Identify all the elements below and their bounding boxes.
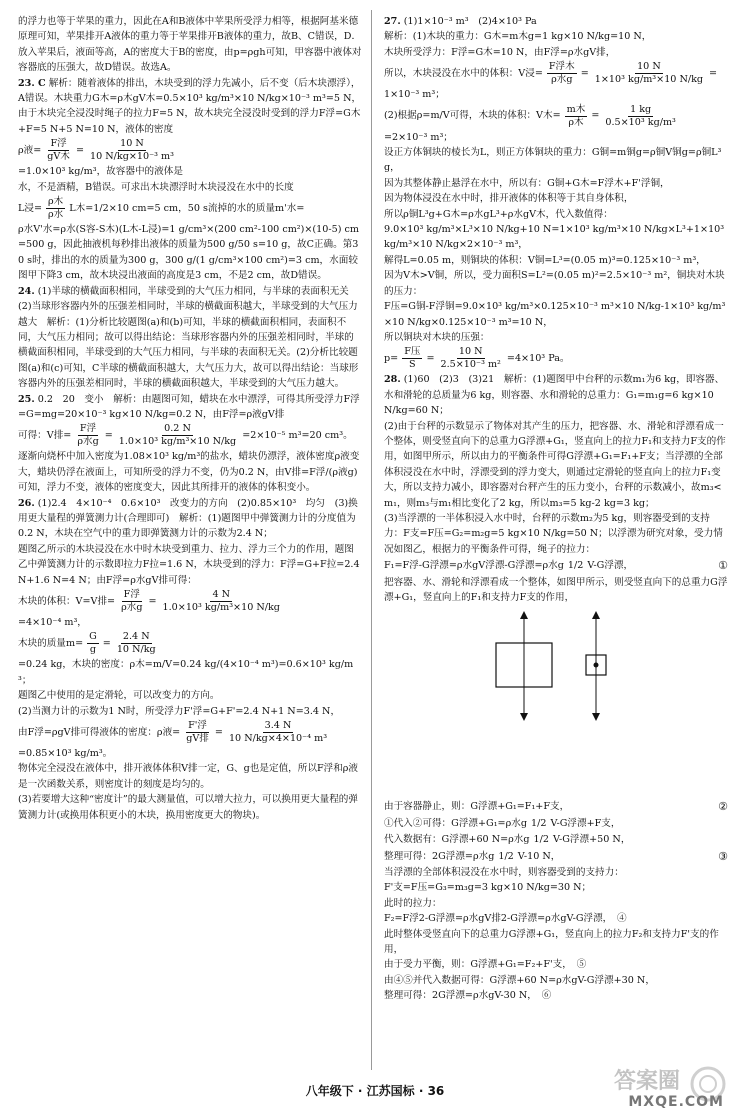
page-footer: 八年级下 · 江苏国标 · 36 (305, 1084, 445, 1098)
frac-num: ρ木 (48, 196, 64, 208)
q26-equation-2 (18, 631, 362, 656)
q26-equation-3 (18, 720, 362, 745)
fraction (87, 631, 99, 656)
eq-rhs: V-10 N， (517, 850, 561, 862)
frac-den: ρ水g (121, 602, 143, 613)
q25-label: 25. (18, 393, 35, 405)
eq-mid: = (148, 595, 157, 607)
q28-equation-3 (384, 816, 728, 831)
frac-num: 10 N (637, 61, 661, 73)
eq-lhs: 整理可得：2G浮漂=ρ水g (384, 850, 495, 862)
q23-equation-2 (18, 196, 362, 221)
q26-text-c1: =0.85×10³ kg/m³。 (18, 748, 113, 760)
q26-text-b1: 题图乙中使用的是定滑轮，可以改变力的方向。 (18, 690, 220, 702)
q23-text-b: 水，不是酒精，B错误。可求出木块漂浮时木块浸没在水中的长度 (18, 181, 294, 193)
eq-lhs: ①代入②可得：G浮漂+G₁=ρ水g (384, 817, 527, 829)
q24-label: 24. (18, 285, 35, 297)
fraction (439, 346, 503, 371)
frac-num: 10 N (458, 346, 483, 358)
fraction (565, 104, 588, 129)
fraction (75, 423, 100, 448)
q25-equation (18, 423, 362, 448)
eq-mid: = (426, 353, 435, 365)
q23-label: 23. C (18, 77, 46, 89)
q27-text-c8: F压=G铜-F浮铜=9.0×10³ kg/m³×0.125×10⁻³ m³×10 N/kg-1×10³ kg/m³×10 N/kg×0.125×10⁻³ m³=10 N， (384, 301, 726, 328)
q26-equation-1 (18, 589, 362, 614)
frac-num: 2.4 N (122, 631, 150, 643)
eq-lhs: 由F浮=ρgV排可得液体的密度：ρ液= (18, 726, 181, 738)
q26-text-2: 题图乙所示的木块浸没在水中时木块受到重力、拉力、浮力三个力的作用，题图乙中弹簧测力计的示数即拉力F拉=1.6 N，木块受到的浮力：F浮=G+F拉=2.4 N+1.6 N=4 N；由F浮=ρ水gV排可得： (18, 543, 363, 586)
q28-text-3: (3)当浮漂的一半体积浸入水中时，台秤的示数m₂为5 kg，则容器受到的支持力：F支=F压=G₂=m₂g=5 kg×10 N/kg=50 N；以浮漂为研究对象，受力情况如图乙，根据力的平衡条件可得，绳子的拉力： (384, 512, 723, 555)
fraction (402, 346, 422, 371)
fraction (593, 61, 705, 86)
eq-frac: 1/2 (498, 850, 514, 862)
frac-den: 10 N/kg×10⁻³ m³ (90, 151, 174, 163)
frac-den: ρ木 (568, 116, 584, 128)
frac-den: ρ水 (48, 209, 64, 221)
q28-equation-1 (384, 558, 728, 573)
q26-eq2-tail: =0.24 kg，木块的密度：ρ木=m/V=0.24 kg/(4×10⁻⁴ m³)=0.6×10³ kg/m³； (18, 659, 354, 686)
right-column (384, 14, 728, 1004)
frac-num: F浮 (50, 138, 67, 150)
frac-num: 10 N (120, 138, 144, 150)
q27-text-c6: 解得L=0.05 m，则铜块的体积：V铜=L³=(0.05 m)³=0.125×10⁻³ m³， (384, 254, 706, 266)
q27-text-b: 1×10⁻³ m³； (384, 89, 445, 101)
fraction (46, 196, 65, 221)
q27-text-c4: 所以ρ铜L³g+G木=ρ水gL³+ρ水gV木，代入数值得： (384, 208, 613, 220)
q28-block (384, 372, 728, 418)
q26-eq1-tail: =4×10⁻⁴ m³， (18, 617, 87, 628)
left-column (18, 14, 362, 823)
watermark-text: MXQE.COM (628, 1094, 724, 1110)
q26-text-c2: 物体完全浸没在液体中，排开液体体积V排一定，G、g也是定值，所以F浮和ρ液是一次函数关系，则密度计的刻度是均匀的。 (18, 763, 359, 790)
frac-den: ρ水g (77, 436, 99, 448)
q25-block (18, 392, 362, 423)
frac-num: 4 N (212, 589, 231, 600)
q26-text-b2: (2)当测力计的示数为1 N时，所受浮力F'浮=G+F'=2.4 N+1 N=3.4 N， (18, 705, 341, 717)
frac-num: 0.2 N (164, 423, 191, 435)
q27-label: 27. (384, 16, 401, 27)
eq-lhs: (2)根据ρ=m/V可得，木块的体积：V木= (384, 110, 561, 122)
eq-frac: 1/2 (533, 834, 549, 846)
q28-text: (1)60 (2)3 (3)21 解析：(1)题图甲中台秤的示数m₁为6 kg，即容器、水和滑轮的总质量为6 kg，则容器、水和滑轮的总重力：G₁=m₁g=6 kg×10 N/kg=60 N； (384, 374, 725, 417)
eq-frac: 1/2 (530, 817, 547, 829)
q26-block (18, 496, 362, 542)
frac-den: 10 N/kg (116, 644, 156, 656)
eq-frac: 1/2 (567, 560, 584, 572)
fraction (45, 138, 72, 163)
q28-text-d4: F₂=F浮2-G浮漂=ρ水gV排2-G浮漂=ρ水gV-G浮漂， ④ (384, 913, 627, 925)
eq-lhs: 所以，木块浸没在水中的体积：V浸= (384, 68, 543, 80)
eq-mid: = (104, 430, 113, 442)
eq-mid: = (580, 68, 589, 80)
q28-text-2: (2)由于台秤的示数显示了物体对其产生的压力，把容器、水、滑轮和浮漂看成一个整体，则受竖直向下的总重力G浮漂+G₁，竖直向上的拉力F₁和支持力F支的作用，如图甲所示，所以由力的平衡条件可得G浮漂+G₁=F₁+F支；当浮漂的全部体积浸没在水中时，浮漂受到的浮力变大，则通过定滑轮的竖直向上的拉力F₁变大，所以支持力减小，即容器对台秤产生的压力变小，台秤的示数减小，故m₃<m₁，则m₃与m₁相比变化了2 kg，所以m₃=5 kg-2 kg=3 kg； (384, 420, 726, 509)
q28-text-d7: 由④⑤并代入数据可得：G浮漂+60 N=ρ水gV-G浮漂+30 N， (384, 974, 655, 986)
q27-text-3: 木块所受浮力：F浮=G木=10 N，由F浮=ρ水gV排， (384, 46, 616, 58)
fraction (115, 631, 158, 656)
eq-mid: = (214, 726, 223, 738)
frac-den: gV排 (186, 733, 209, 745)
q27-text-c3: 因为物体浸没在水中时，排开液体的体积等于其自身体积， (384, 193, 634, 205)
eq-rhs: =4×10³ Pa。 (506, 353, 570, 365)
eq-lhs: 可得：V排= (18, 430, 72, 442)
frac-num: 1 kg (630, 103, 652, 115)
q28-equation-4 (384, 832, 728, 847)
q27-text-2: 解析：(1)木块的重力：G木=m木g=1 kg×10 N/kg=10 N， (384, 31, 652, 43)
frac-den: 2.5×10⁻³ m² (440, 359, 501, 371)
frac-den: 0.5×10³ kg/m³ (605, 116, 676, 128)
fraction (161, 589, 282, 614)
q27-equation-2 (384, 104, 728, 129)
q24-text: (1)半球的横截面积相同，半球受到的大气压力相同，与半球的表面积无关 (2)当球形容器内外的压强差相同时，半球的横截面积越大，半球受到的大气压力越大 解析：(1)分析比较题图(a)和(b)可知，半球的横截面积相同，表面积不同，大气压力相同；故可以得出结论：当球形容器内外的压强差相同时，半球的横截面积相同，半球受到的大气压力相同，与半球的表面积无关。(2)分析比较题图(a)和(c)可知，C半球的横截面积越大，大气压力大，故可以得出结论：当球形容器内外的压强差相同时，半球的横截面积越大，半球受到的大气压力越大。 (18, 285, 359, 390)
q28-text-d5: 此时整体受竖直向下的总重力G浮漂+G₁，竖直向上的拉力F₂和支持力F'支的作用， (384, 928, 719, 956)
equation-number: ③ (718, 849, 728, 863)
q27-text: (1)1×10⁻³ m³ (2)4×10³ Pa (403, 16, 537, 27)
q25-text: 0.2 20 变小 解析：由题图可知，蜡块在水中漂浮，可得其所受浮力F浮=G=mg=20×10⁻³ kg×10 N/kg=0.2 N，由F浮=ρ液gV排 (18, 393, 360, 420)
frac-den: 1.0×10³ kg/m³×10 N/kg (162, 602, 280, 613)
force-diagram (384, 607, 728, 797)
fraction (117, 423, 238, 448)
equation-number: ① (718, 559, 728, 573)
q28-text-c: 由于容器静止，则：G浮漂+G₁=F₁+F支， (384, 801, 570, 813)
frac-num: F压 (404, 346, 421, 358)
eq-lhs: F₁=F浮-G浮漂=ρ水gV浮漂-G浮漂=ρ水g (384, 560, 564, 572)
q25-text-b: 逐渐向烧杯中加入密度为1.08×10³ kg/m³的盐水，蜡块仍漂浮，液体密度ρ液变大，蜡块仍浮在液面上，可知所受的浮力不变，仍为0.2 N，由V排=F浮/(ρ液g)可知，浮力不变，液体的密度变大，因此其所排开的液体的体积变小。 (18, 451, 360, 494)
q27-text-c9: 所以铜块对木块的压强： (384, 331, 490, 343)
column-divider (371, 10, 372, 1070)
q27-equation-3 (384, 346, 728, 371)
equation-number: ② (718, 800, 728, 814)
q27-text-c1: 设正方体铜块的棱长为L，则正方体铜块的重力：G铜=m铜g=ρ铜V铜g=ρ铜L³g， (384, 147, 722, 174)
q23-eq1-tail: =1.0×10³ kg/m³，故容器中的液体是 (18, 166, 183, 178)
force-diagram-svg (384, 607, 728, 797)
q24-block (18, 284, 362, 392)
q28-text-d2: F'支=F压=G₃=m₃g=3 kg×10 N/kg=30 N； (384, 882, 592, 894)
eq-lhs: 木块的质量m= (18, 638, 84, 650)
q23-block (18, 76, 362, 138)
frac-num: m木 (566, 103, 586, 115)
q28-text-d1: 当浮漂的全部体积浸没在水中时，则容器受到的支持力： (384, 867, 624, 879)
q26-label: 26. (18, 497, 35, 509)
fraction (88, 138, 176, 163)
q26-text: (1)2.4 4×10⁻⁴ 0.6×10³ 改变力的方向 (2)0.85×10³ 均匀 (3)换用更大量程的弹簧测力计(合理即可) 解析：(1)题图甲中弹簧测力计的分度值为0.2 N，木块在空气中的重力即弹簧测力计的示数为2.4 N； (18, 497, 358, 540)
frac-num: F浮 (79, 423, 97, 435)
frac-num: F'浮 (188, 720, 207, 732)
fraction (547, 61, 577, 86)
q28-text-d6: 由于受力平衡，则：G浮漂+G₁=F₂+F'支， ⑤ (384, 959, 587, 971)
q27-text-c5: 9.0×10³ kg/m³×L³×10 N/kg+10 N=1×10³ kg/m³×10 N/kg×L³+1×10³ kg/m³×10 N/kg×2×10⁻³ m³， (384, 224, 728, 251)
q23-equation-1 (18, 138, 362, 163)
frac-den: 1×10³ kg/m³×10 N/kg (594, 74, 704, 86)
q27-eq2-tail: =2×10⁻³ m³； (384, 131, 453, 143)
q23-text-c: ρ水V'水=ρ水(S容-S木)(L木-L浸)=1 g/cm³×(200 cm²-100 cm²)×(10-5) cm=500 g，因此抽液机每秒排出液体的质量为500 g/50 s=10 g，故C正确。第30 s时，排出的水的质量为300 g，300 g/(1 g/cm³×100 cm²)=3 cm，水面较图甲下降3 cm，故木块浸出液面的高度是3 cm，不是2 cm，故D错误。 (18, 224, 359, 282)
fraction (603, 104, 678, 129)
frac-num: G (89, 631, 97, 643)
eq-lhs: L浸= (18, 202, 43, 214)
eq-lhs: ρ液= (18, 145, 42, 157)
frac-den: 10 N/kg×4×10⁻⁴ m³ (228, 733, 328, 745)
eq-mid: = (591, 110, 600, 122)
q28-text-b: 把容器、水、滑轮和浮漂看成一个整体，如图甲所示，则受竖直向下的总重力G浮漂+G₁，竖直向上的F₁和支持力F支的作用， (384, 576, 728, 603)
q27-text-c7: 因为V木>V铜，所以，受力面积S=L²=(0.05 m)²=2.5×10⁻³ m²，铜块对木块的压力： (384, 270, 725, 297)
q27-equation-1 (384, 61, 728, 86)
eq-lhs: 代入数据有：G浮漂+60 N=ρ水g (384, 834, 530, 846)
watermark-cn: 答案圈 (613, 1069, 680, 1094)
eq-rhs: V-G浮漂， (587, 560, 634, 572)
frac-den: ρ水g (551, 74, 573, 86)
eq-mid: = (102, 638, 111, 650)
frac-num: F浮 (123, 589, 140, 600)
fraction (119, 589, 144, 614)
eq-lhs: 木块的体积：V=V排= (18, 595, 116, 607)
eq-lhs: p= (384, 353, 399, 365)
q28-text-c-row (384, 799, 728, 814)
frac-num: F浮木 (548, 61, 575, 73)
q23-text: 解析：随着液体的排出，木块受到的浮力先减小，后不变（后木块漂浮），A错误。木块重力G木=ρ木gV木=0.5×10³ kg/m³×10 N/kg×10⁻³ m³=5 N，由于木块完全浸没时绳子的拉力F=5 N，故木块完全浸没时受到的浮力F浮=G木+F=5 N+5 N=10 N，液体的密度 (18, 77, 362, 135)
fraction (227, 720, 329, 745)
frac-den: gV木 (47, 151, 70, 163)
frac-den: S (409, 359, 416, 371)
eq-mid: = (75, 145, 84, 157)
eq-rhs: =2×10⁻⁵ m³=20 cm³。 (242, 430, 353, 442)
eq-rhs: = (709, 68, 718, 80)
continuation-text: 的浮力也等于苹果的重力，因此在A和B液体中苹果所受浮力相等，根据阿基米德原理可知，苹果排开A液体的重力等于苹果排开B液体的重力，故B、C错误，D．放入苹果后，液面等高，A的密度大于B的密度，由p=ρgh可知，甲容器中液体对容器底的压强大，故D错误。故选A。 (18, 16, 362, 74)
q28-label: 28. (384, 374, 401, 386)
q26-text-c3: (3)若要增大这种“密度计”的最大测量值，可以增大拉力，可以换用更大量程的弹簧测力计(或换用体积更小的木块，换用密度更大的物块)。 (18, 794, 358, 821)
q27-block (384, 14, 728, 29)
frac-num: 3.4 N (264, 720, 292, 732)
frac-den: 1.0×10³ kg/m³×10 N/kg (118, 436, 237, 448)
q28-text-d8: 整理可得：2G浮漂=ρ水gV-30 N， ⑥ (384, 990, 552, 1002)
fraction (184, 720, 211, 745)
q28-text-d3: 此时的拉力： (384, 897, 442, 909)
frac-den: g (89, 644, 97, 656)
eq-rhs: V-G浮漂+50 N， (552, 834, 631, 846)
eq-rhs: L木=1/2×10 cm=5 cm，50 s流掉的水的质量m'水= (69, 202, 305, 214)
eq-rhs: V-G浮漂+F支， (550, 817, 621, 829)
q27-text-c2: 因为其整体静止悬浮在水中，所以有：G铜+G木=F浮木+F'浮铜， (384, 177, 670, 189)
q28-equation-5 (384, 849, 728, 864)
